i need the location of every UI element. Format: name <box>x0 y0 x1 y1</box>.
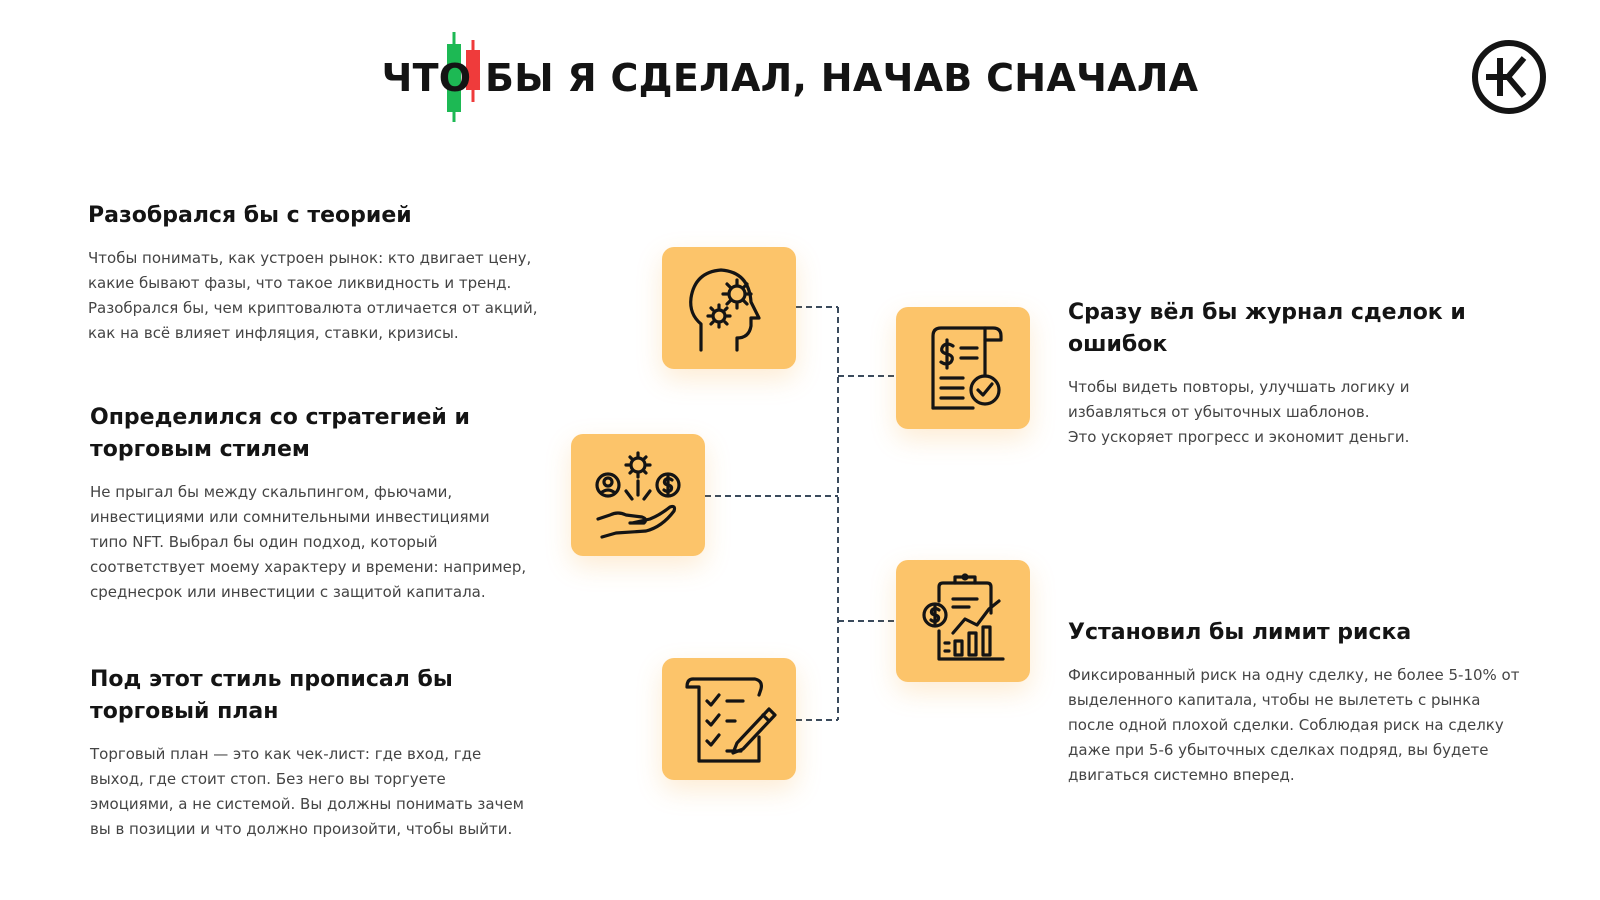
block-text: Торговый план — это как чек-лист: где вход, где выход, где стоит стоп. Без него вы торгуете эмоциями, а не системой. Вы должны понимать зачем вы в позиции и что должно произойти, чтобы выйти. <box>90 745 524 838</box>
block-journal <box>1068 297 1508 450</box>
block-text: Не прыгал бы между скальпингом, фьючами, инвестициями или сомнительными инвестициями типо NFT. Выбрал бы один подход, который соответствует моему характеру и времени: например, среднесрок или инвестиции с защитой капитала. <box>90 483 527 601</box>
block-theory <box>88 200 538 346</box>
page-title: ЧТО БЫ Я СДЕЛАЛ, НАЧАВ СНАЧАЛА <box>381 56 1199 100</box>
tile-strategy <box>571 434 705 556</box>
block-heading: Определился со стратегией и торговым стилем <box>90 405 470 462</box>
clipboard-chart-icon <box>913 571 1013 671</box>
invoice-check-icon <box>913 318 1013 418</box>
hand-strategy-icon <box>588 445 688 545</box>
tile-journal <box>896 307 1030 429</box>
block-strategy <box>90 402 530 605</box>
block-text: Чтобы видеть повторы, улучшать логику и избавляться от убыточных шаблонов. Это ускоряет прогресс и экономит деньги. <box>1068 378 1410 446</box>
block-heading: Сразу вёл бы журнал сделок и ошибок <box>1068 300 1466 357</box>
head-gears-icon <box>679 258 779 358</box>
block-text: Чтобы понимать, как устроен рынок: кто двигает цену, какие бывают фазы, что такое ликвидность и тренд. Разобрался бы, чем криптовалюта отличается от акций, как на всё влияет инфляция, ставки, кризисы. <box>88 249 538 342</box>
block-heading: Разобрался бы с теорией <box>88 203 412 228</box>
block-text: Фиксированный риск на одну сделку, не более 5-10% от выделенного капитала, чтобы не вылететь с рынка после одной плохой сделки. Соблюдая риск на сделку даже при 5-6 убыточных сделках подряд, вы будете двигаться системно вперед. <box>1068 666 1520 784</box>
tile-plan <box>662 658 796 780</box>
checklist-pen-icon <box>679 669 779 769</box>
block-risk <box>1068 617 1528 788</box>
tile-risk <box>896 560 1030 682</box>
tile-theory <box>662 247 796 369</box>
block-heading: Установил бы лимит риска <box>1068 620 1412 645</box>
block-heading: Под этот стиль прописал бы торговый план <box>90 667 453 724</box>
block-plan <box>90 664 530 842</box>
